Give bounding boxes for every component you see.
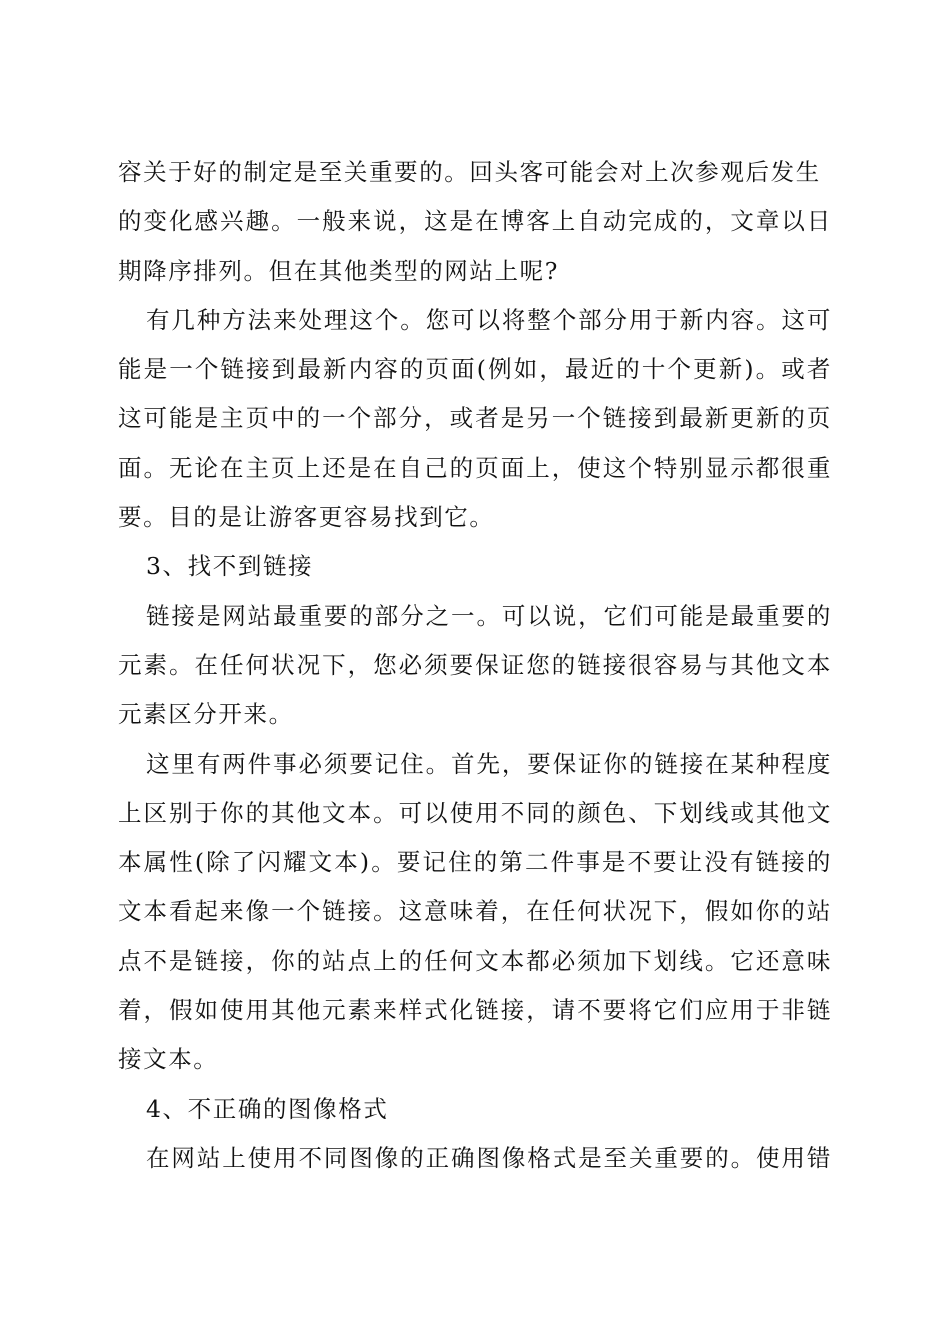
text-line: 文本看起来像一个链接。这意味着，在任何状况下，假如你的站 (118, 897, 832, 926)
text-line: 元素。在任何状况下，您必须要保证您的链接很容易与其他文本 (118, 650, 832, 679)
text-line: 上区别于你的其他文本。可以使用不同的颜色、下划线或其他文 (118, 798, 832, 827)
text-line: 着，假如使用其他元素来样式化链接，请不要将它们应用于非链 (118, 996, 832, 1025)
paragraph-start-line: 有几种方法来处理这个。您可以将整个部分用于新内容。这可 (146, 305, 832, 334)
document-page (118, 148, 832, 1183)
text-line: 要。目的是让游客更容易找到它。 (118, 503, 495, 532)
section-heading: 4、不正确的图像格式 (146, 1094, 389, 1123)
section-heading: 3、找不到链接 (146, 552, 314, 581)
paragraph-start-line: 这里有两件事必须要记住。首先，要保证你的链接在某种程度 (146, 749, 832, 778)
text-line: 能是一个链接到最新内容的页面(例如，最近的十个更新)。或者 (118, 355, 832, 384)
text-line: 接文本。 (118, 1045, 219, 1074)
paragraph-start-line: 链接是网站最重要的部分之一。可以说，它们可能是最重要的 (146, 601, 832, 630)
paragraph-start-line: 在网站上使用不同图像的正确图像格式是至关重要的。使用错 (146, 1143, 832, 1172)
text-line: 点不是链接，你的站点上的任何文本都必须加下划线。它还意味 (118, 946, 832, 975)
text-line: 的变化感兴趣。一般来说，这是在博客上自动完成的，文章以日 (118, 207, 832, 236)
text-line: 面。无论在主页上还是在自己的页面上，使这个特别显示都很重 (118, 453, 832, 482)
text-line: 期降序排列。但在其他类型的网站上呢? (118, 256, 559, 285)
text-line: 元素区分开来。 (118, 700, 294, 729)
text-line: 这可能是主页中的一个部分，或者是另一个链接到最新更新的页 (118, 404, 832, 433)
text-line: 容关于好的制定是至关重要的。回头客可能会对上次参观后发生 (118, 158, 821, 186)
text-line: 本属性(除了闪耀文本)。要记住的第二件事是不要让没有链接的 (118, 848, 832, 877)
